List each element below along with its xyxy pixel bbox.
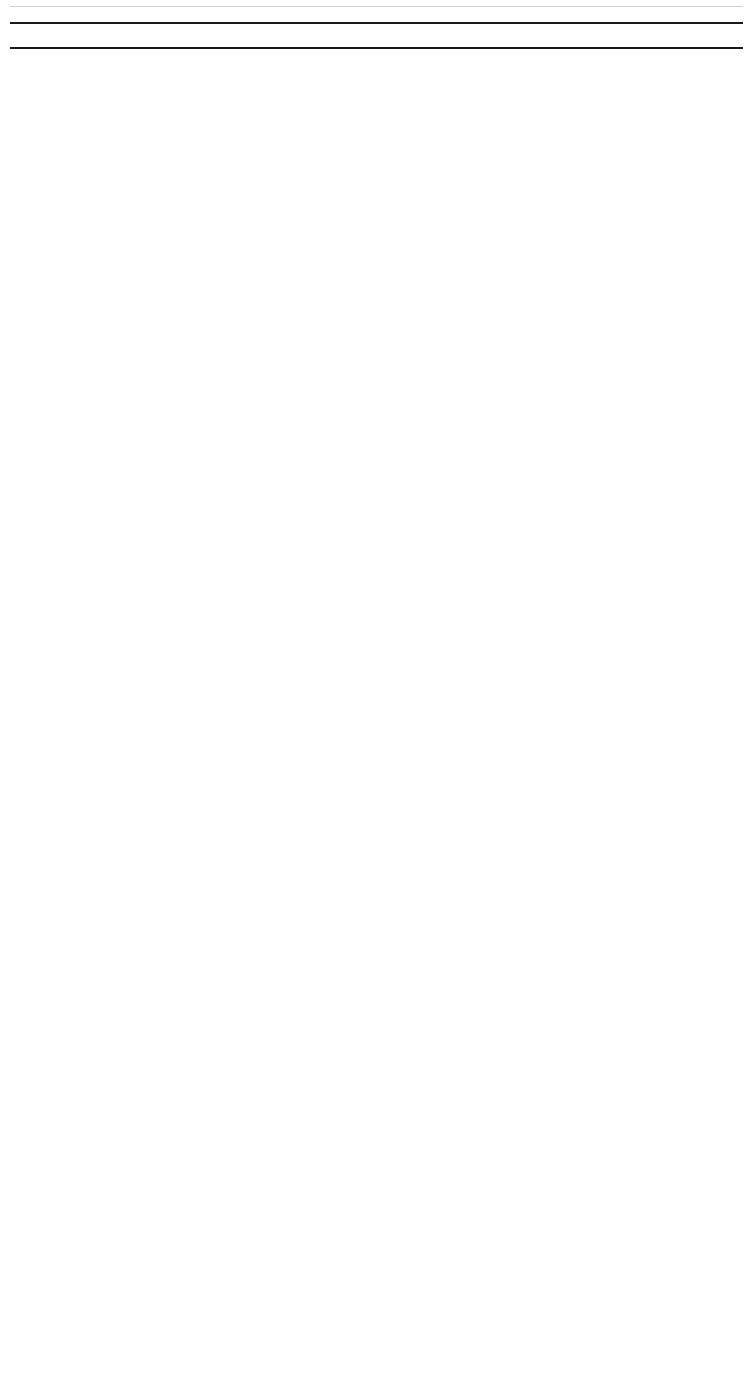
cml-phase-criteria-table	[10, 6, 743, 49]
header-2017-who	[141, 7, 288, 24]
header-2022-icc	[288, 7, 441, 24]
cell-empty	[10, 40, 141, 48]
cell-bc-lymphoblasts-who22	[608, 40, 743, 48]
cell-bc-lymphoblasts-icc	[288, 40, 441, 48]
header-2020-eln	[441, 7, 608, 24]
cell-empty	[141, 40, 288, 48]
header-2022-who	[608, 7, 743, 24]
header-empty	[10, 7, 141, 24]
table-row	[10, 40, 743, 48]
cell-bc-lymphoblasts-eln	[441, 40, 608, 48]
header-row	[10, 7, 743, 24]
